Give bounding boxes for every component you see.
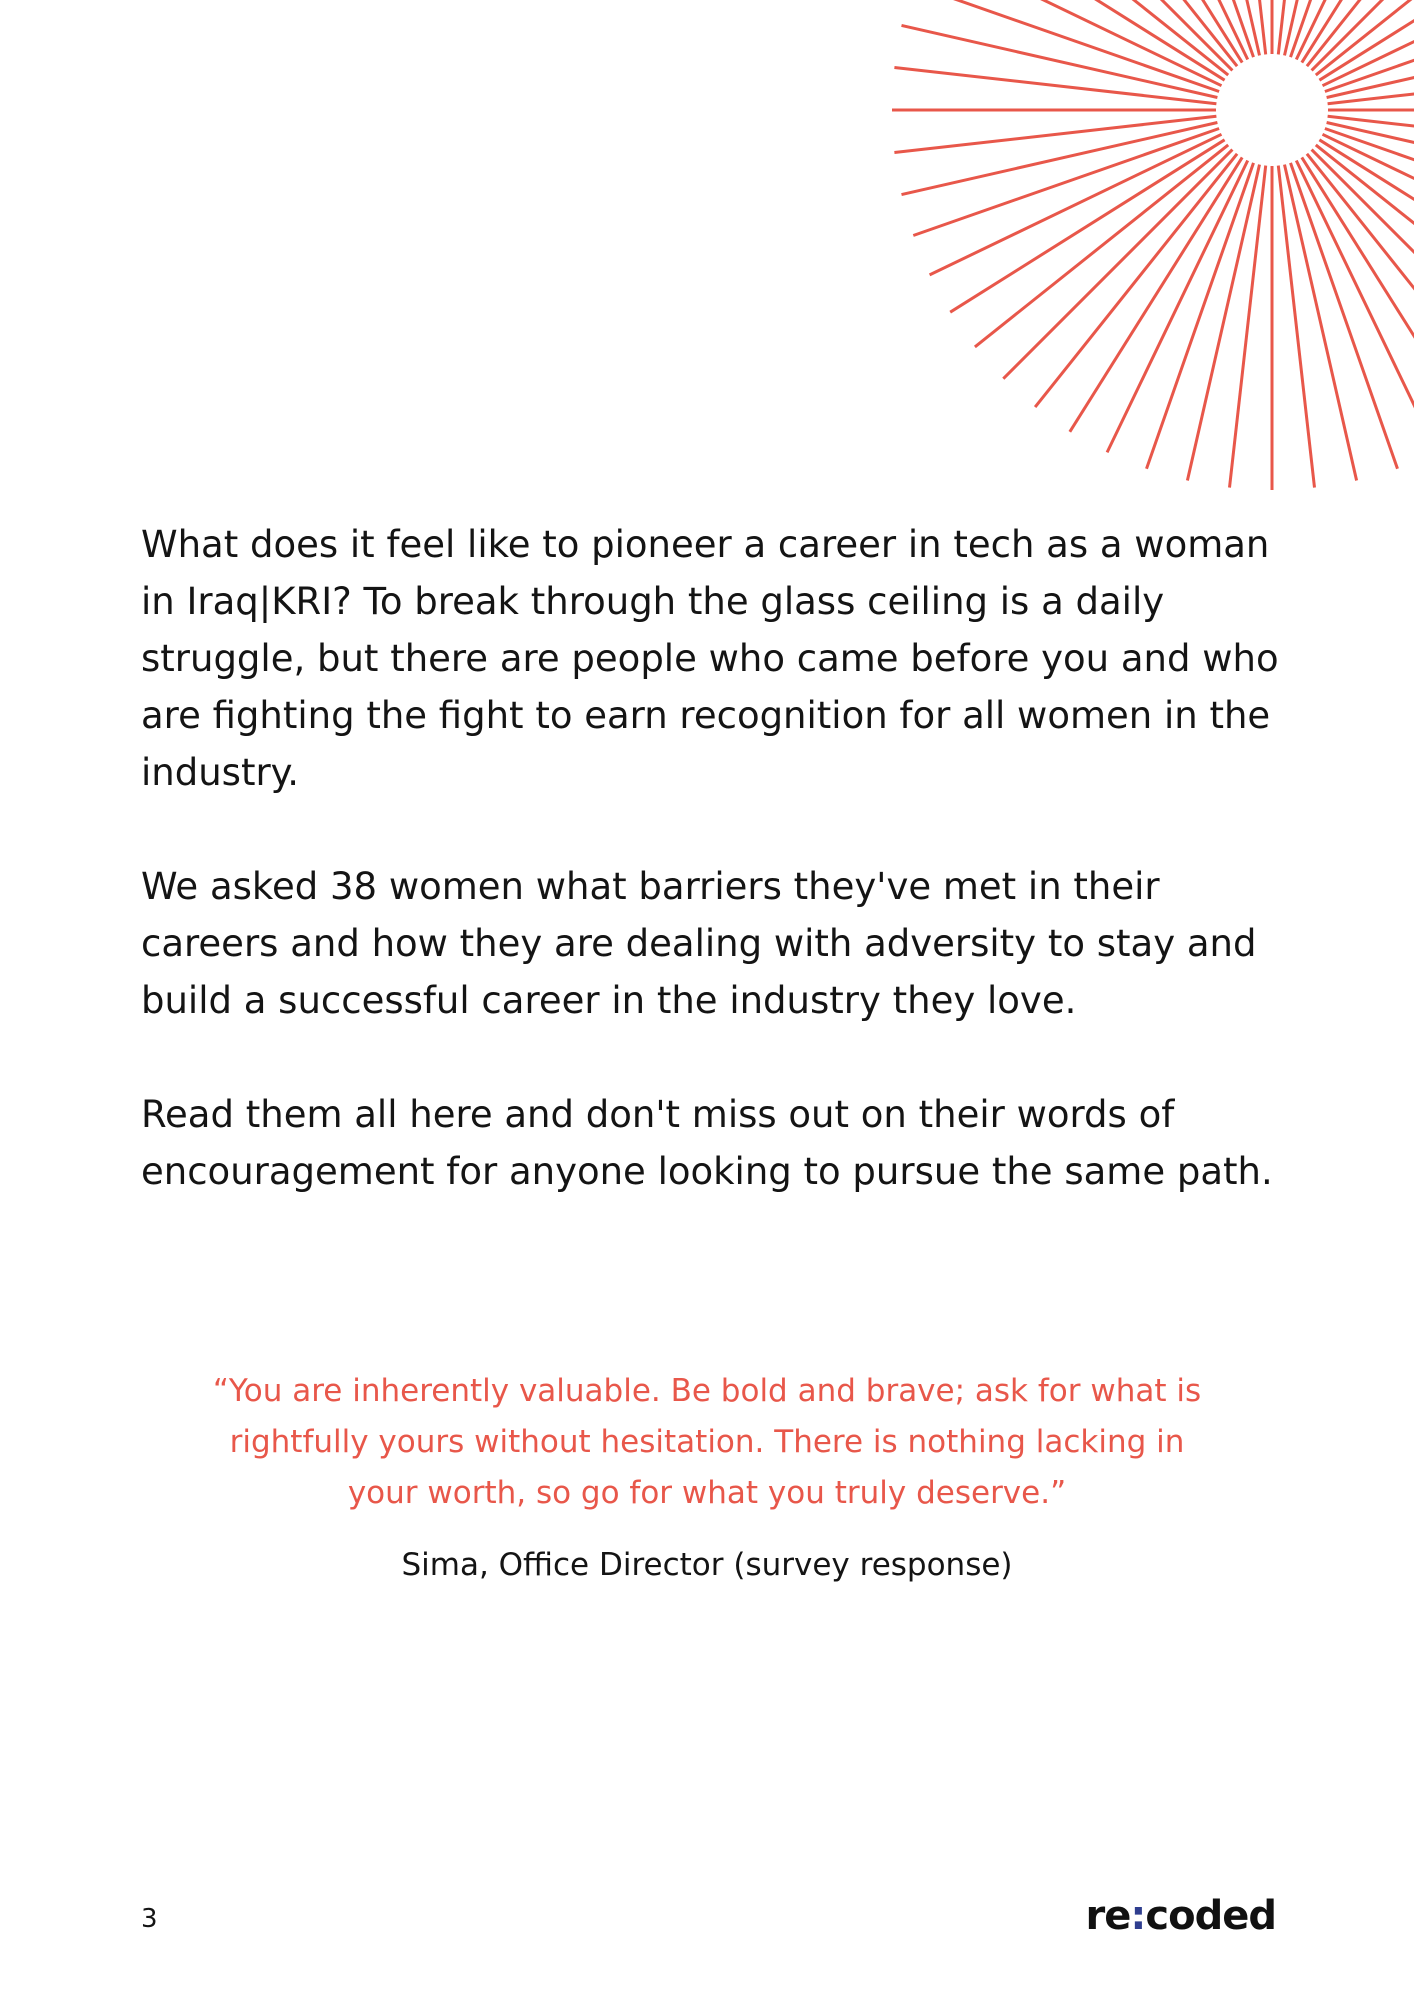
intro-paragraph: What does it feel like to pioneer a career in tech as a woman in Iraq|KRI? To break through the glass ceiling is a daily struggle, but there are people who came before you and who are fighting the fight to earn recognition for all women in the industry.: [141, 523, 1279, 794]
intro-paragraph: Read them all here and don't miss out on their words of encouragement for anyone looking to pursue the same path.: [141, 1093, 1273, 1193]
intro-paragraph: We asked 38 women what barriers they've met in their careers and how they are dealing with adversity to stay and build a successful career in the industry they love.: [141, 865, 1257, 1022]
sunburst-ray: [1325, 129, 1414, 236]
sunburst-ray: [975, 145, 1228, 347]
sunburst-ray: [1316, 145, 1414, 347]
intro-text: [141, 516, 1291, 1257]
recoded-logo: [1086, 1892, 1276, 1940]
sunburst-ray: [1291, 0, 1398, 57]
quote-block: [200, 1366, 1214, 1587]
sunburst-icon: [0, 0, 1414, 500]
pull-quote: “You are inherently valuable. Be bold and brave; ask for what is rightfully yours without hesitation. There is nothing lacking in your worth, so go for what you truly deserve.”: [212, 1373, 1202, 1511]
sunburst-ray: [913, 0, 1219, 92]
logo-colon: :: [1130, 1893, 1146, 1939]
logo-suffix: coded: [1145, 1893, 1276, 1939]
sunburst-ray: [1035, 154, 1237, 407]
sunburst-ray: [950, 140, 1224, 312]
sunburst-ray: [1302, 157, 1414, 431]
sunburst-ray: [975, 0, 1228, 75]
sunburst-ray: [1147, 0, 1254, 57]
sunburst-ray: [1070, 157, 1242, 431]
logo-prefix: re: [1085, 1893, 1131, 1939]
quote-attribution: Sima, Office Director (survey response): [401, 1547, 1013, 1583]
page-number: 3: [141, 1904, 158, 1934]
